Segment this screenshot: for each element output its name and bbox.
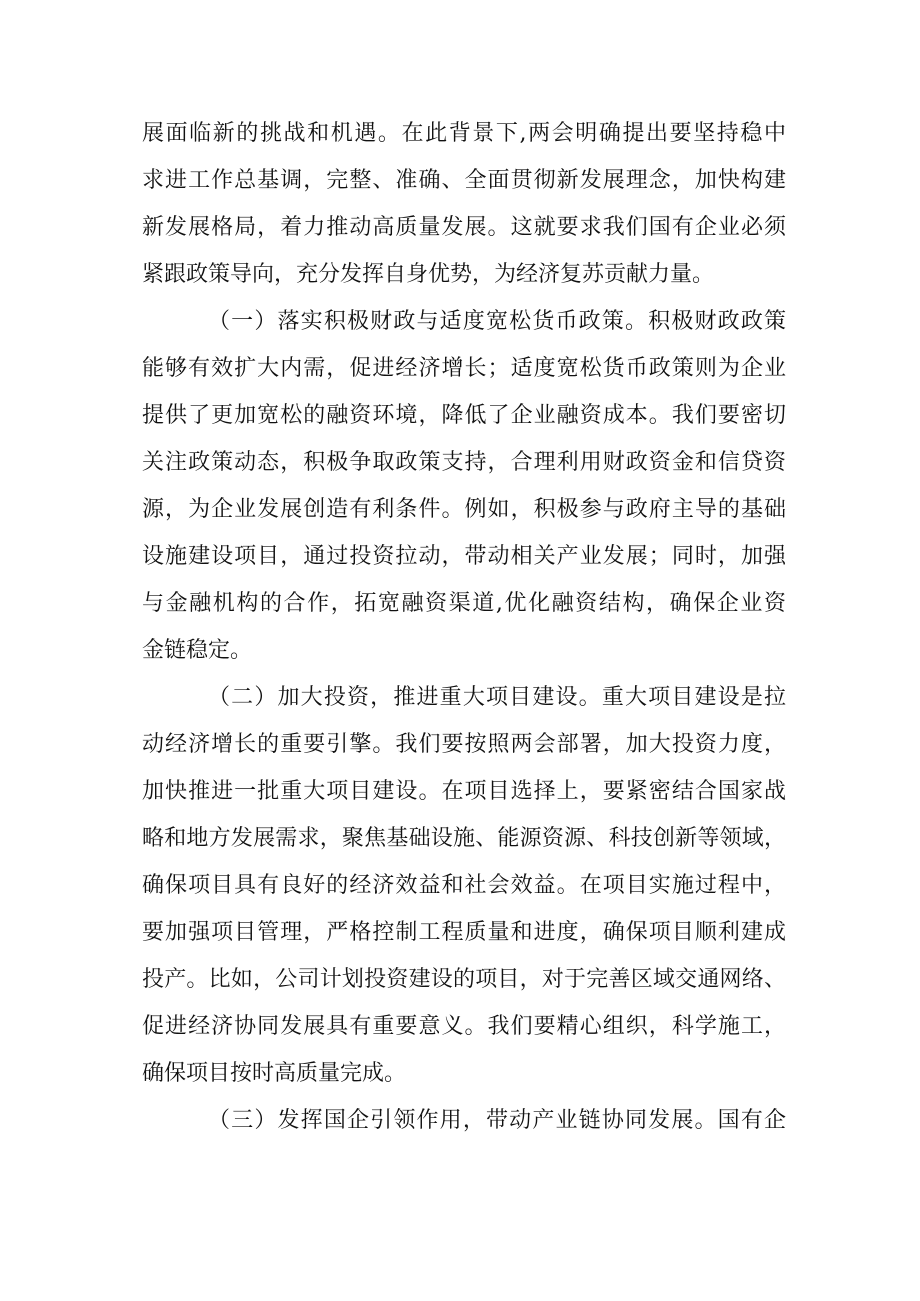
- text-line: 关注政策动态，积极争取政策支持，合理利用财政资金和信贷资: [142, 450, 786, 475]
- section-heading-line: （二）加大投资，推进重大项目建设。重大项目建设是拉: [208, 685, 786, 710]
- document-body: [142, 110, 786, 1144]
- text-line: 略和地方发展需求，聚焦基础设施、能源资源、科技创新等领域，: [142, 826, 786, 851]
- text-line: 加快推进一批重大项目建设。在项目选择上，要紧密结合国家战: [142, 779, 786, 804]
- text-line: 设施建设项目，通过投资拉动，带动相关产业发展；同时，加强: [142, 544, 786, 569]
- text-line: 要加强项目管理，严格控制工程质量和进度，确保项目顺利建成: [142, 920, 786, 945]
- text-line: 能够有效扩大内需，促进经济增长；适度宽松货币政策则为企业: [142, 356, 786, 381]
- text-line: 确保项目按时高质量完成。: [142, 1061, 407, 1086]
- text-line: 紧跟政策导向，充分发挥自身优势，为经济复苏贡献力量。: [142, 262, 715, 287]
- text-line: 源，为企业发展创造有利条件。例如，积极参与政府主导的基础: [142, 497, 786, 522]
- text-line: 促进经济协同发展具有重要意义。我们要精心组织，科学施工，: [142, 1014, 786, 1039]
- section-heading-line: （一）落实积极财政与适度宽松货币政策。积极财政政策: [208, 309, 786, 334]
- text-line: 求进工作总基调，完整、准确、全面贯彻新发展理念，加快构建: [142, 168, 786, 193]
- text-line: 与金融机构的合作，拓宽融资渠道,优化融资结构，确保企业资: [142, 591, 786, 616]
- text-line: 提供了更加宽松的融资环境，降低了企业融资成本。我们要密切: [142, 403, 786, 428]
- text-line: 投产。比如，公司计划投资建设的项目，对于完善区域交通网络、: [142, 967, 786, 992]
- text-line: 展面临新的挑战和机遇。在此背景下,两会明确提出要坚持稳中: [142, 121, 786, 146]
- section-heading-line: （三）发挥国企引领作用，带动产业链协同发展。国有企: [208, 1108, 786, 1133]
- text-line: 金链稳定。: [142, 638, 253, 663]
- text-line: 动经济增长的重要引擎。我们要按照两会部署，加大投资力度，: [142, 732, 786, 757]
- text-line: 确保项目具有良好的经济效益和社会效益。在项目实施过程中，: [142, 873, 786, 898]
- text-line: 新发展格局，着力推动高质量发展。这就要求我们国有企业必须: [142, 215, 786, 240]
